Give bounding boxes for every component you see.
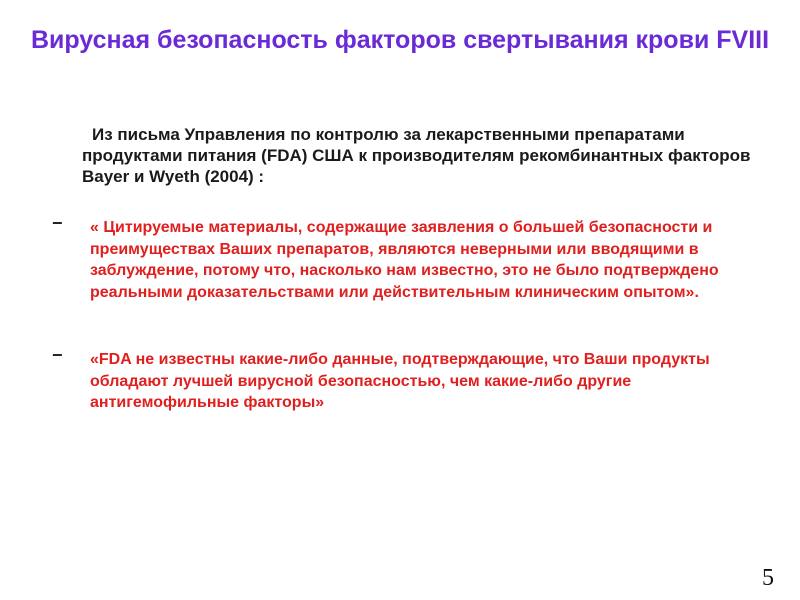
slide-number: 5	[762, 565, 774, 591]
intro-paragraph: Из письма Управления по контролю за лекарственными препаратами продуктами питания (FDA) США к производителям рекомбинантных факторов Bayer и Wyeth (2004) :	[82, 125, 751, 186]
bullet-text: «FDA не известны какие-либо данные, подтверждающие, что Ваши продукты обладают лучшей вирусной безопасностью, чем какие-либо другие антигемофильные факторы»	[90, 351, 710, 411]
bullet-item	[50, 213, 780, 303]
bullet-item	[50, 345, 780, 414]
bullet-dash: −	[52, 213, 63, 233]
slide-title: Вирусная безопасность факторов свертывания крови FVIII	[30, 26, 770, 54]
bullet-text: « Цитируемые материалы, содержащие заявления о большей безопасности и преимуществах Ваших препаратов, являются неверными или вводящими в заблуждение, потому что, насколько нам известно, это не было подтверждено реальными доказательствами или действительным клиническим опытом».	[90, 219, 719, 301]
bullet-dash: −	[52, 345, 63, 365]
